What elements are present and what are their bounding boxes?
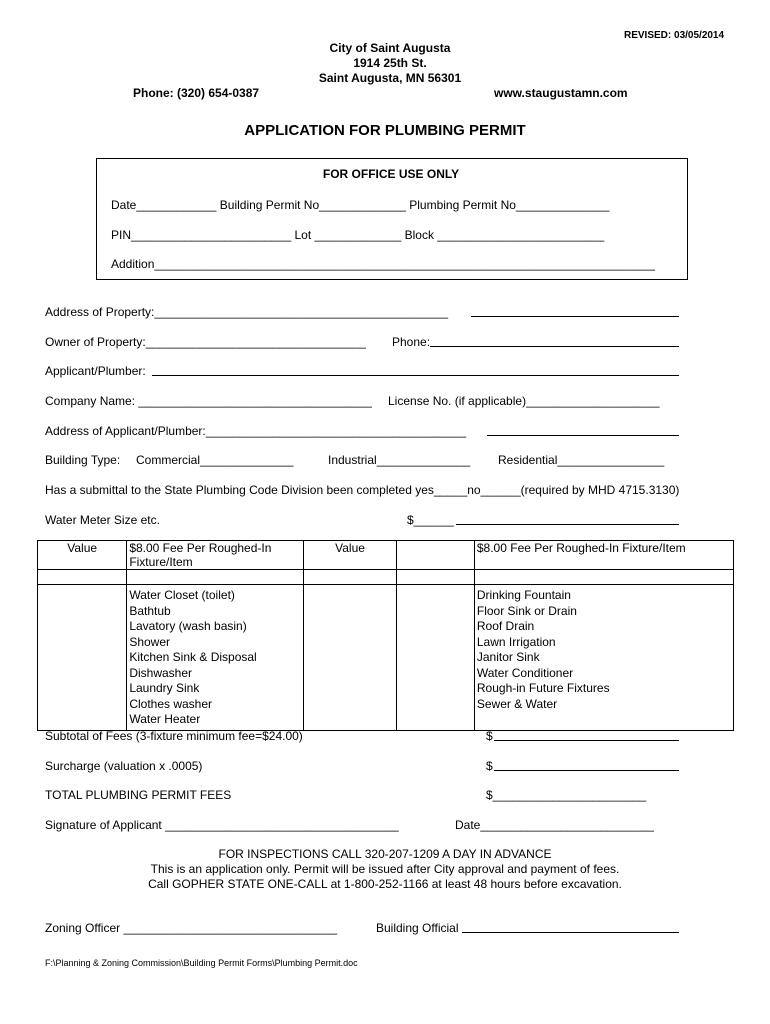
list-item: Clothes washer <box>129 696 213 711</box>
building-type-label: Building Type: <box>45 453 121 467</box>
owner-phone-line[interactable] <box>430 346 679 347</box>
building-official-label: Building Official <box>376 921 459 935</box>
water-meter-label: Water Meter Size etc. <box>45 513 160 527</box>
state-submittal-question: Has a submittal to the State Plumbing Code Division been completed yes_____no______(required by MHD 4715.3130) <box>45 483 680 497</box>
page-title: APPLICATION FOR PLUMBING PERMIT <box>244 122 526 139</box>
list-item: Bathtub <box>129 603 171 618</box>
table-header-value-mid: Value <box>303 541 396 570</box>
list-item: Floor Sink or Drain <box>476 603 577 618</box>
list-item: Sewer & Water <box>476 696 558 711</box>
subtotal-label: Subtotal of Fees (3-fixture minimum fee=$24.00) <box>45 729 303 743</box>
left-fixture-list <box>127 585 304 731</box>
applicant-address-label: Address of Applicant/Plumber:_______________________________________ <box>45 424 467 438</box>
water-meter-dollar: $______ <box>407 513 454 527</box>
list-item: Lavatory (wash basin) <box>129 619 247 633</box>
building-type-commercial: Commercial______________ <box>136 453 294 467</box>
list-item: Roof Drain <box>476 619 535 633</box>
table-header-value-right <box>397 541 475 570</box>
address-of-property-line[interactable] <box>471 316 679 317</box>
list-item: Water Heater <box>129 712 201 726</box>
table-cell[interactable] <box>38 570 127 585</box>
right-value-cell[interactable] <box>397 585 475 731</box>
subtotal-dollar-sign: $ <box>486 729 493 743</box>
table-cell[interactable] <box>303 570 396 585</box>
building-official-line[interactable] <box>462 932 679 933</box>
list-item: Dishwasher <box>129 665 193 680</box>
table-cell[interactable] <box>127 570 304 585</box>
water-meter-line[interactable] <box>456 524 679 525</box>
right-fixture-list <box>474 585 733 731</box>
signature-date: Date__________________________ <box>455 818 654 832</box>
building-type-residential: Residential________________ <box>498 453 665 467</box>
owner-of-property-label: Owner of Property:_________________________________ <box>45 335 366 349</box>
left-value-cell[interactable] <box>38 585 127 731</box>
subtotal-line[interactable] <box>494 740 679 741</box>
list-item: Rough-in Future Fixtures <box>476 681 610 695</box>
list-item: Water Closet (toilet) <box>129 588 235 602</box>
file-path-footer: F:\Planning & Zoning Commission\Building Permit Forms\Plumbing Permit.doc <box>45 958 358 968</box>
office-row-addition: Addition___________________________________________________________________________ <box>111 257 655 271</box>
applicant-plumber-label: Applicant/Plumber: <box>45 364 146 378</box>
zoning-officer: Zoning Officer ________________________________ <box>45 921 338 935</box>
list-item: Janitor Sink <box>476 650 540 664</box>
list-item: Drinking Fountain <box>476 588 571 602</box>
fixture-fee-table <box>37 540 734 731</box>
city-phone: Phone: (320) 654-0387 <box>133 86 260 100</box>
owner-phone-label: Phone: <box>392 335 431 349</box>
city-name: City of Saint Augusta <box>329 41 451 55</box>
city-website: www.staugustamn.com <box>494 86 628 100</box>
surcharge-label: Surcharge (valuation x .0005) <box>45 759 203 773</box>
revised-date: REVISED: 03/05/2014 <box>624 30 725 41</box>
office-row-pin-lot-block: PIN________________________ Lot _____________ Block _________________________ <box>111 228 605 242</box>
surcharge-line[interactable] <box>494 770 679 771</box>
table-header-fee-left: $8.00 Fee Per Roughed-In Fixture/Item <box>127 541 304 570</box>
company-name-label: Company Name: ___________________________________ <box>45 394 372 408</box>
list-item: Shower <box>129 634 170 649</box>
city-state-zip: Saint Augusta, MN 56301 <box>318 71 462 85</box>
office-use-heading: FOR OFFICE USE ONLY <box>322 167 460 181</box>
signature-of-applicant: Signature of Applicant ___________________________________ <box>45 818 399 832</box>
table-cell[interactable] <box>474 570 733 585</box>
building-type-industrial: Industrial______________ <box>328 453 471 467</box>
applicant-address-line[interactable] <box>487 435 679 436</box>
license-no-label: License No. (if applicable)____________________ <box>388 394 660 408</box>
list-item: Laundry Sink <box>129 681 200 695</box>
table-header-value-left: Value <box>38 541 127 570</box>
inspection-notice: FOR INSPECTIONS CALL 320-207-1209 A DAY IN ADVANCE <box>218 847 552 861</box>
office-row-date-permits: Date____________ Building Permit No_____________ Plumbing Permit No______________ <box>111 198 610 212</box>
address-of-property-label: Address of Property:____________________________________________ <box>45 305 449 319</box>
city-street: 1914 25th St. <box>353 56 427 70</box>
application-notice: This is an application only. Permit will be issued after City approval and payment of fees. <box>150 862 620 876</box>
list-item: Lawn Irrigation <box>476 634 556 649</box>
total-fees-field: $_______________________ <box>486 788 647 802</box>
surcharge-dollar-sign: $ <box>486 759 493 773</box>
applicant-plumber-line[interactable] <box>152 375 679 376</box>
total-fees-label: TOTAL PLUMBING PERMIT FEES <box>45 788 232 802</box>
list-item: Water Conditioner <box>476 665 574 680</box>
gopher-state-notice: Call GOPHER STATE ONE-CALL at 1-800-252-1166 at least 48 hours before excavation. <box>148 877 622 891</box>
list-item: Kitchen Sink & Disposal <box>129 650 257 664</box>
table-header-fee-right: $8.00 Fee Per Roughed-In Fixture/Item <box>474 541 733 570</box>
mid-value-cell[interactable] <box>303 585 396 731</box>
table-cell[interactable] <box>397 570 475 585</box>
